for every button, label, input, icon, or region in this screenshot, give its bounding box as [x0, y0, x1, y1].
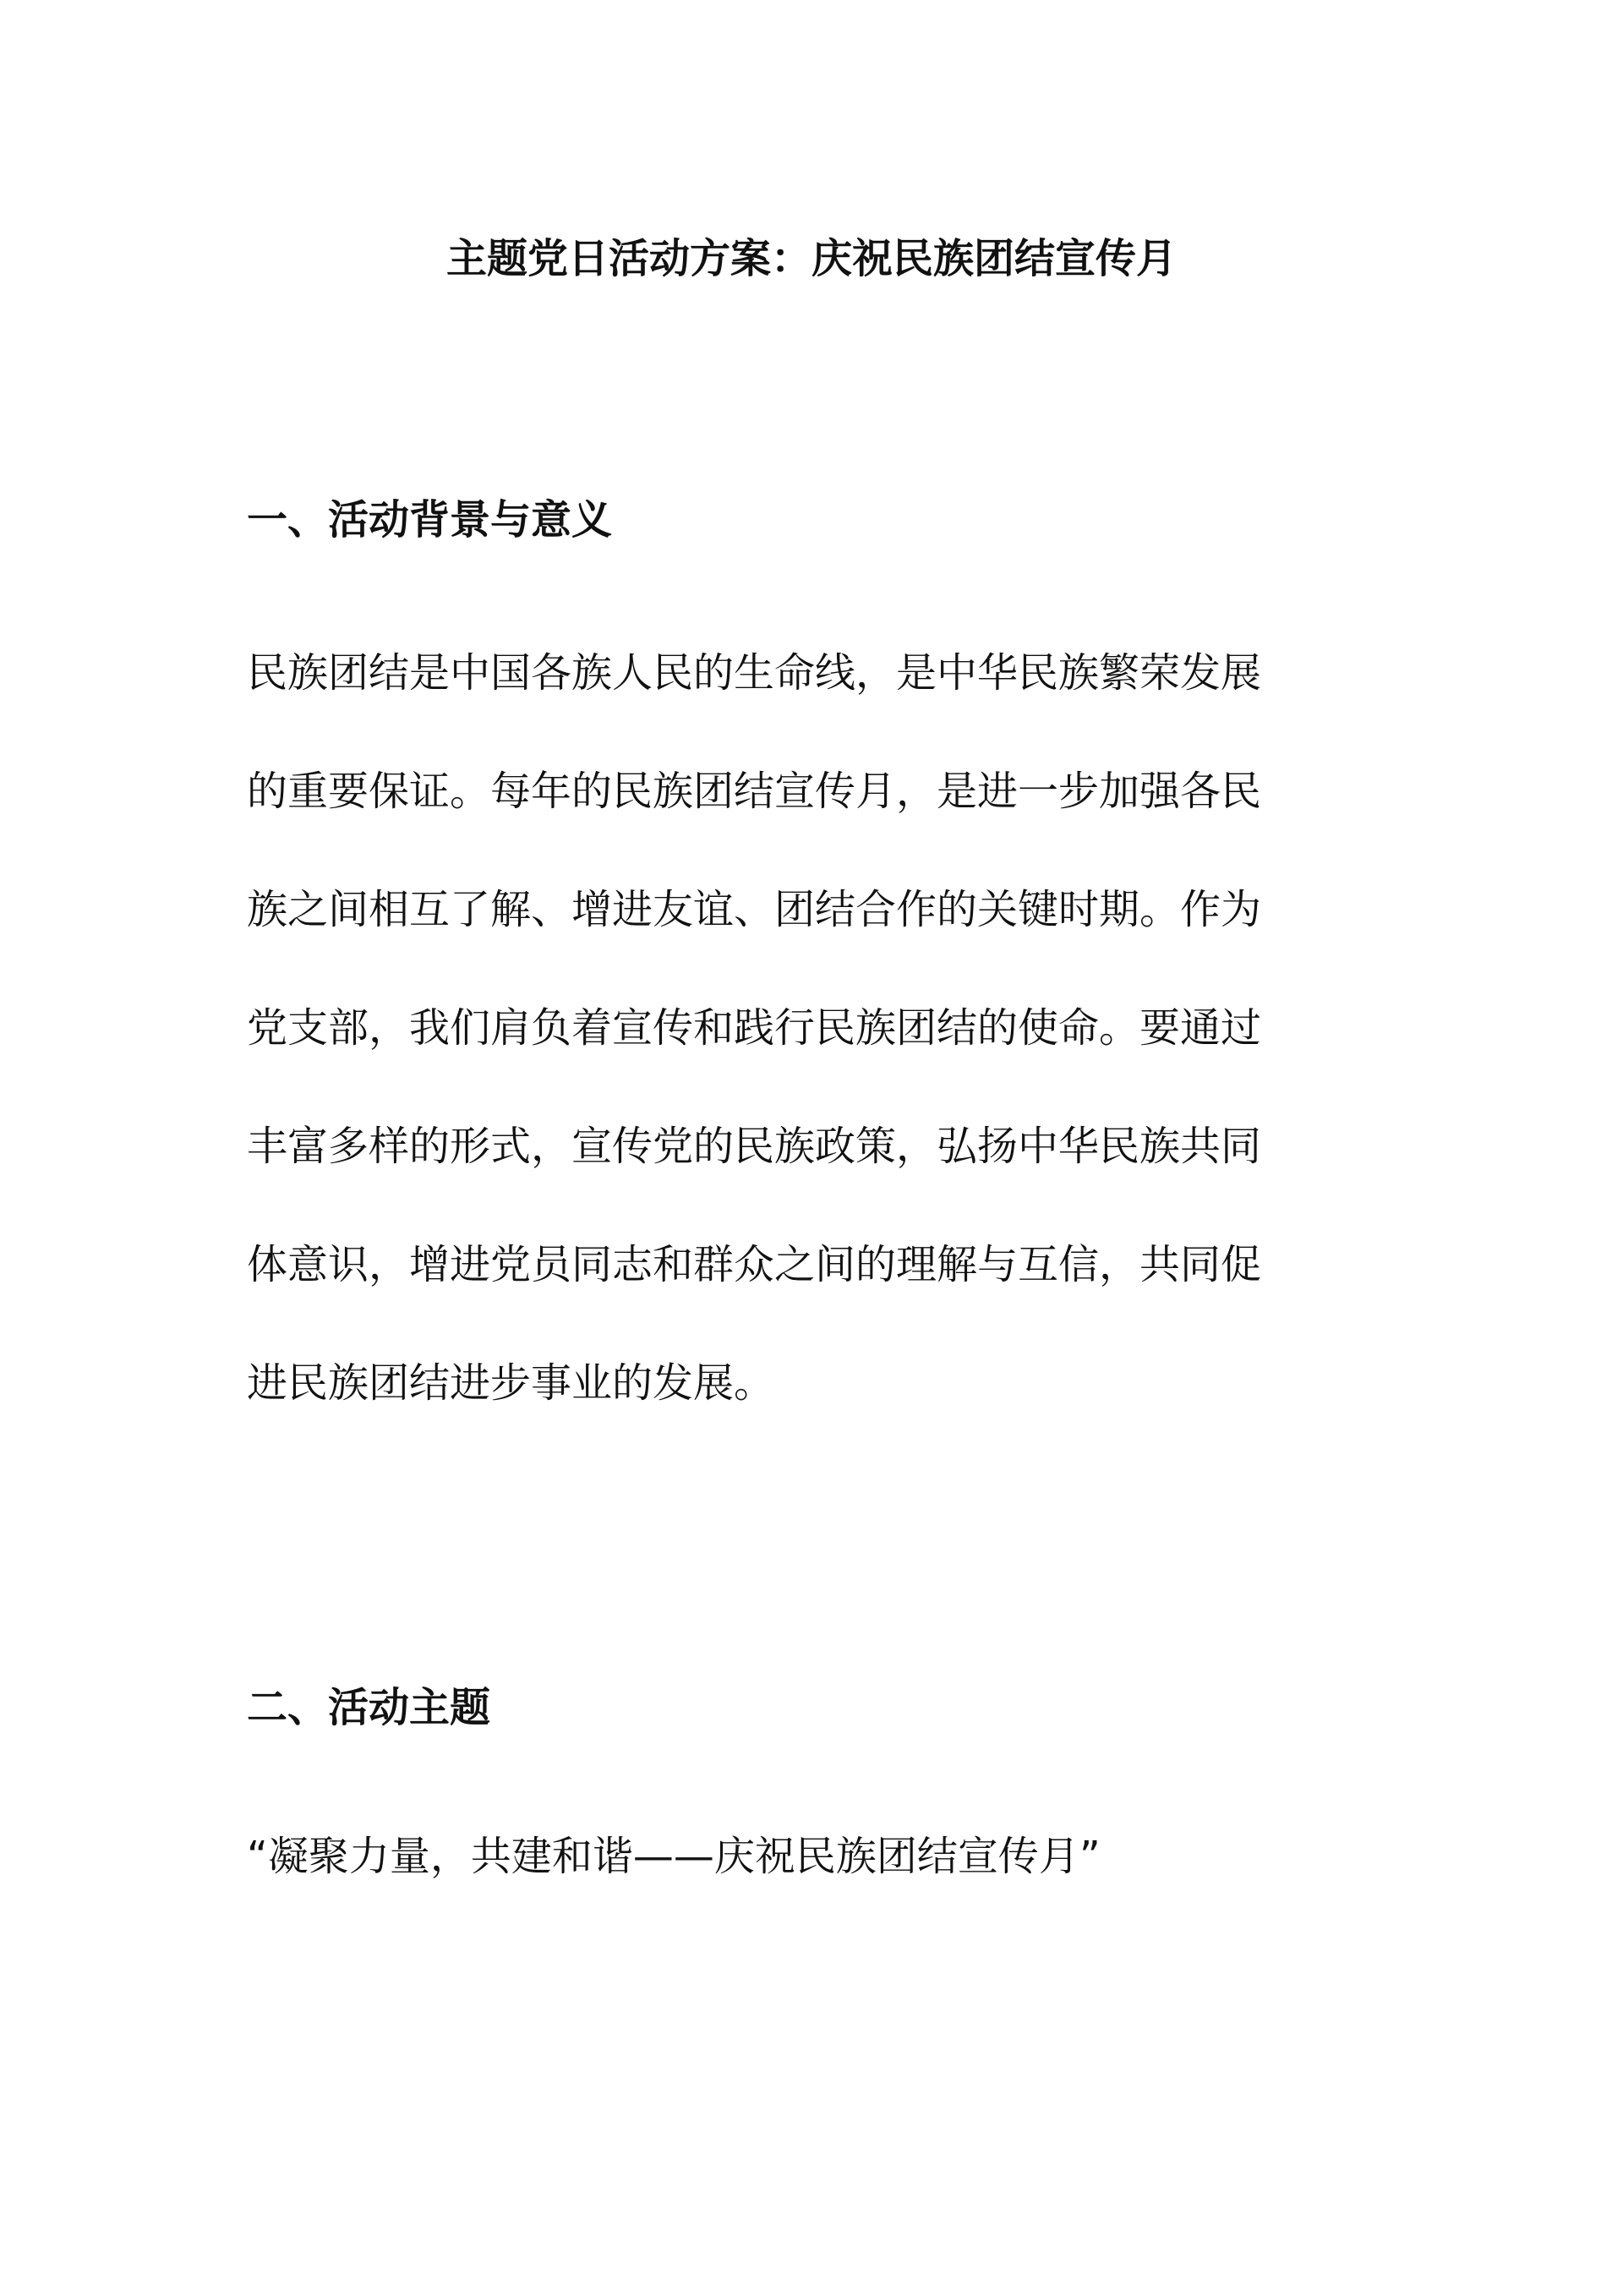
document-title: 主题党日活动方案：庆祝民族团结宣传月: [445, 235, 1177, 282]
background-paragraph: [247, 636, 1261, 1464]
activity-theme-text: “凝聚力量，共建和谐——庆祝民族团结宣传月”: [247, 1833, 1101, 1880]
section-heading-theme: 二、活动主题: [247, 1684, 491, 1731]
paragraph-line: 党支部，我们肩负着宣传和践行民族团结的使命。要通过: [247, 1004, 1262, 1052]
paragraph-line: 进民族团结进步事业的发展。: [247, 1359, 775, 1407]
paragraph-line: 的重要保证。每年的民族团结宣传月，是进一步加强各民: [247, 768, 1262, 815]
paragraph-line: 族之间相互了解、增进友谊、团结合作的关键时期。作为: [247, 886, 1262, 933]
paragraph-line: 丰富多样的形式，宣传党的民族政策，弘扬中华民族共同: [247, 1123, 1262, 1170]
paragraph-line: 民族团结是中国各族人民的生命线，是中华民族繁荣发展: [247, 649, 1262, 697]
section-heading-background: 一、活动背景与意义: [247, 496, 613, 544]
paragraph-line: 体意识，增进党员同志和群众之间的理解与互信，共同促: [247, 1241, 1262, 1288]
